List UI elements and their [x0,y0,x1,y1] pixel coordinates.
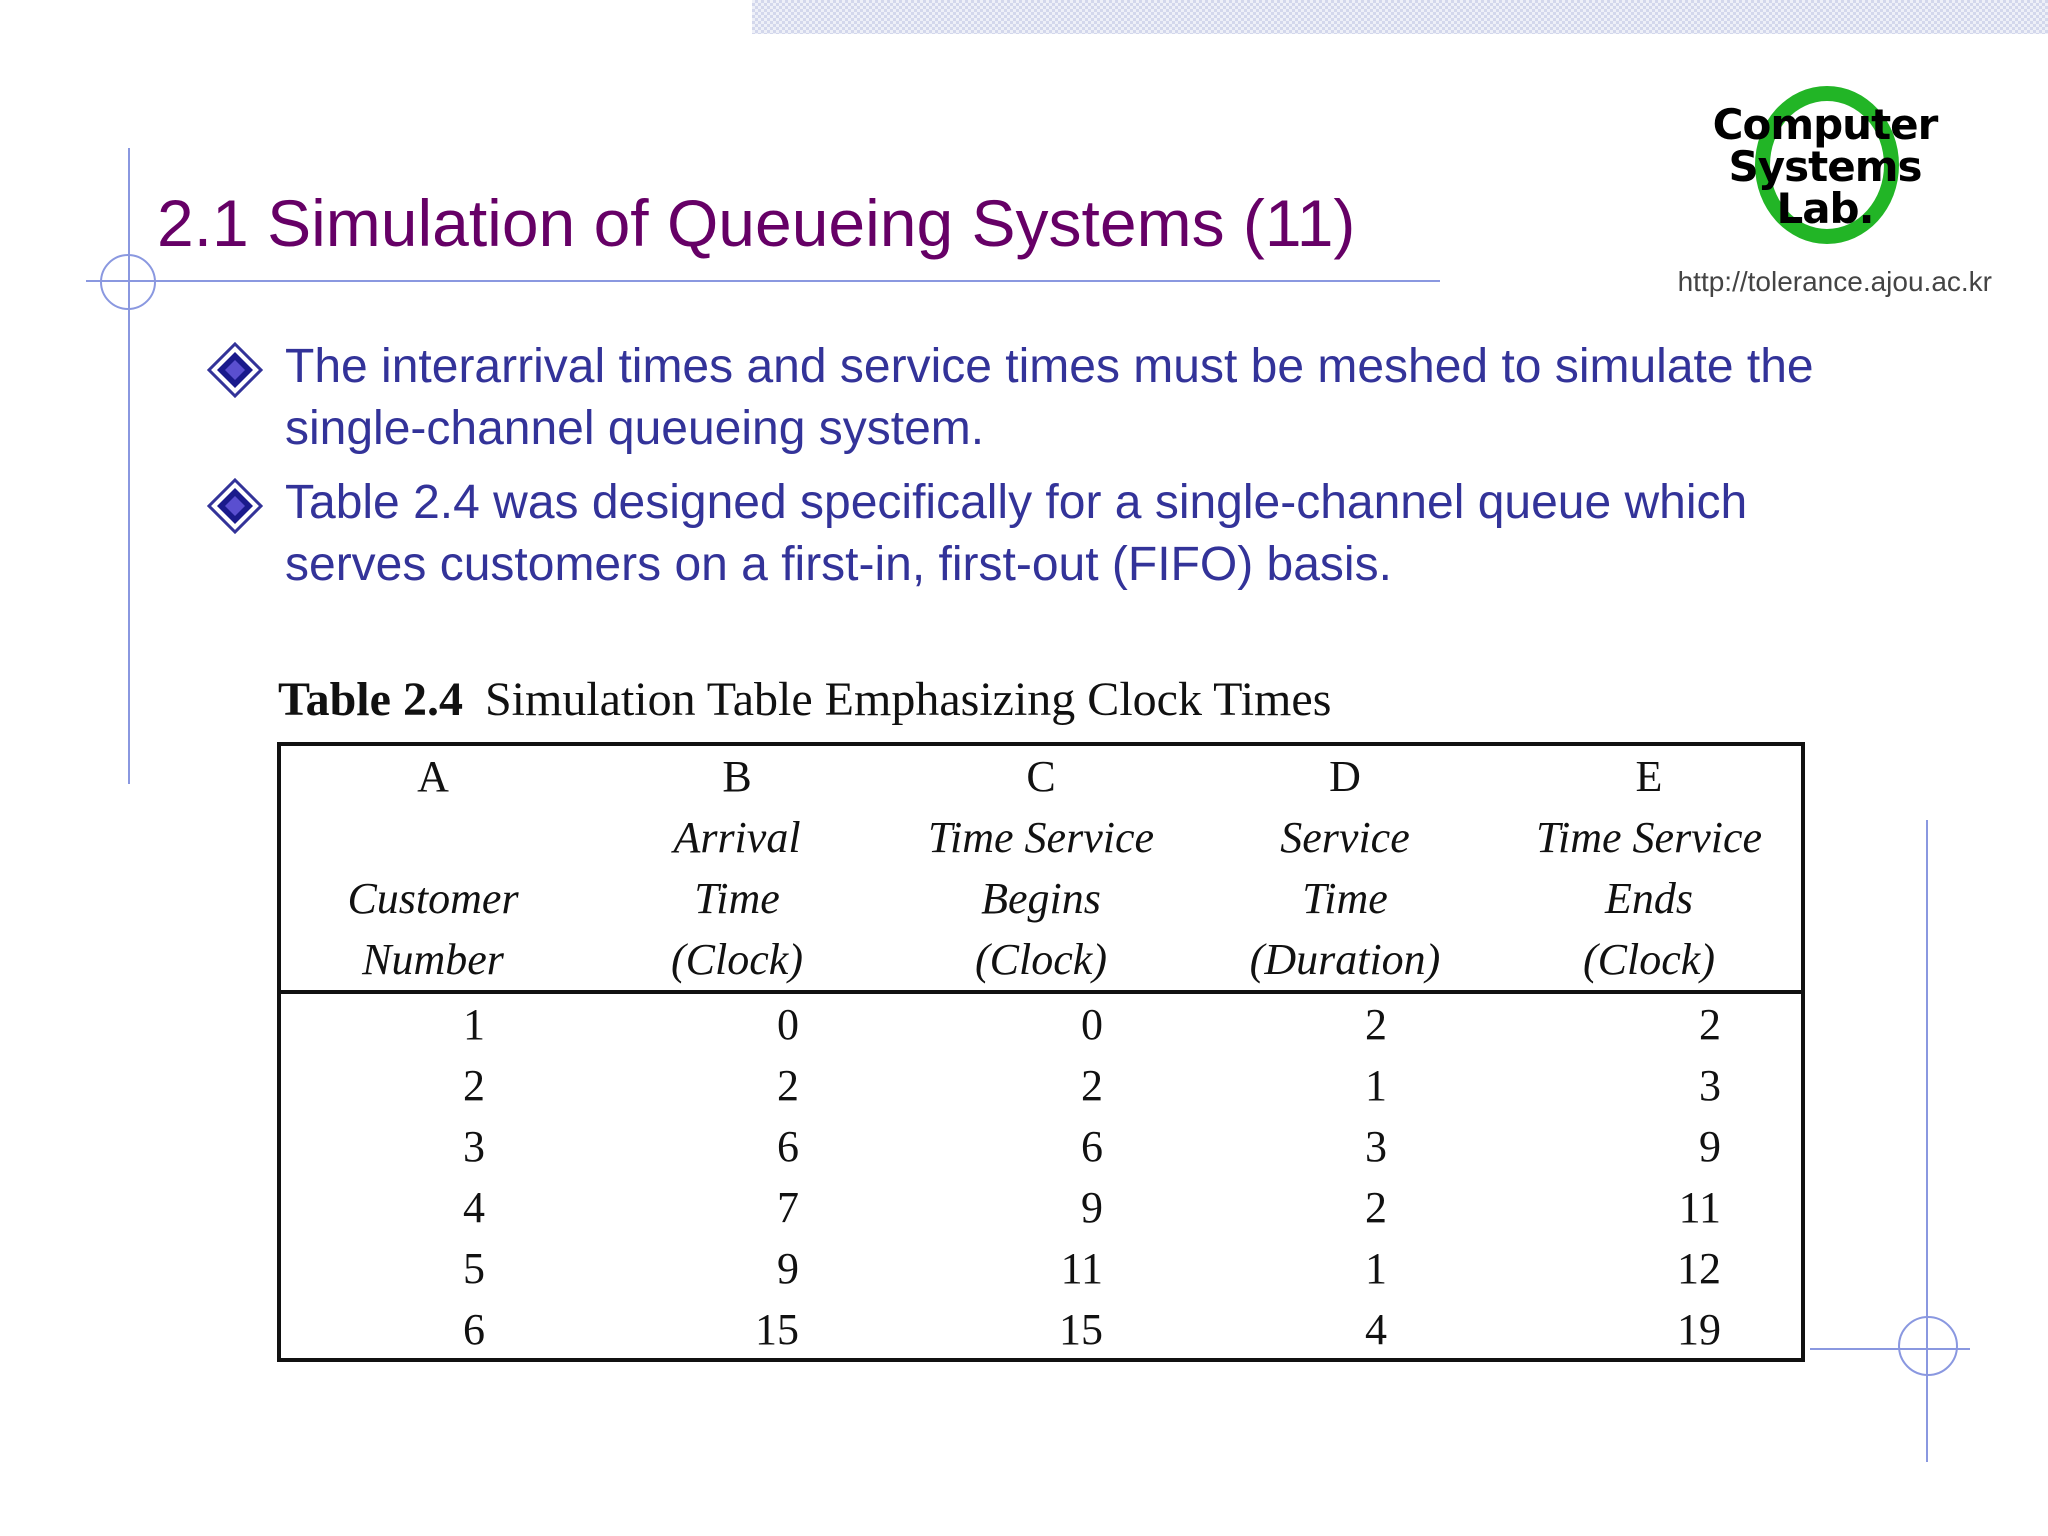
left-vertical-line [128,148,130,784]
header-row [281,929,1801,992]
table-cell: 11 [1678,1183,1721,1232]
table-caption-label: Table 2.4 [278,673,463,726]
table-cell: 5 [463,1244,485,1293]
simulation-table-grid [281,746,1801,1360]
logo-line-3: Lab. [1776,184,1874,233]
table-cell: 2 [777,1061,799,1110]
table-cell: 2 [463,1061,485,1110]
table-cell: 1 [1365,1061,1387,1110]
bullet-list [205,336,1885,608]
table-cell: 0 [777,1000,799,1049]
header-cell [281,807,585,868]
bullet-item [205,472,1885,596]
column-letter: B [722,752,752,801]
bullet-text: The interarrival times and service times must be meshed to simulate the single-channel queueing system. [285,340,1814,455]
header-cell: Time Service [1535,813,1763,862]
computer-systems-lab-logo [1700,80,1950,250]
table-cell: 6 [1081,1122,1103,1171]
title-underline [86,280,1440,282]
table-cell: 2 [1365,1183,1387,1232]
table-cell: 6 [463,1305,485,1354]
table-cell: 15 [1059,1305,1103,1354]
header-cell: (Duration) [1193,929,1497,992]
table-cell: 2 [1699,1000,1721,1049]
table-cell: 3 [1699,1061,1721,1110]
table-row [281,1116,1801,1177]
table-cell: 4 [1365,1305,1387,1354]
header-cell: Time [1302,874,1388,923]
header-cell: Time [694,874,780,923]
table-cell: 3 [463,1122,485,1171]
bullet-text: Table 2.4 was designed specifically for a single-channel queue which serves customers on a first-in, first-out (FIFO) basis. [285,476,1748,591]
table-cell: 7 [777,1183,799,1232]
table-row [281,992,1801,1055]
table-cell: 1 [1365,1244,1387,1293]
table-cell: 9 [777,1244,799,1293]
diamond-bullet-icon [207,478,263,534]
column-letter-row [281,746,1801,807]
table-cell: 4 [463,1183,485,1232]
header-cell: Time Service [927,813,1155,862]
lab-url: http://tolerance.ajou.ac.kr [1677,266,1992,297]
table-cell: 15 [755,1305,799,1354]
header-cell: (Clock) [889,929,1193,992]
table-row [281,1299,1801,1360]
header-cell: Ends [1605,874,1693,923]
left-crosshair-circle [100,254,156,310]
table-cell: 19 [1677,1305,1721,1354]
header-cell: (Clock) [585,929,889,992]
header-cell: Begins [981,874,1101,923]
header-row [281,868,1801,929]
logo-line-1: Computer [1712,100,1938,149]
table-cell: 0 [1081,1000,1103,1049]
table-row [281,1055,1801,1116]
table-row [281,1238,1801,1299]
page-title: 2.1 Simulation of Queueing Systems (11) [157,186,1356,260]
table-cell: 11 [1060,1244,1103,1293]
table-cell: 2 [1365,1000,1387,1049]
header-cell: (Clock) [1497,929,1801,992]
column-letter: D [1329,752,1361,801]
header-cell: Arrival [673,813,801,862]
right-crosshair-circle [1898,1316,1958,1376]
column-letter: C [1026,752,1056,801]
table-cell: 12 [1677,1244,1721,1293]
table-cell: 3 [1365,1122,1387,1171]
header-cell: Service [1280,813,1410,862]
bullet-item [205,336,1885,460]
table-cell: 9 [1699,1122,1721,1171]
header-cell: Customer [347,874,519,923]
simulation-table [277,742,1805,1362]
table-cell: 6 [777,1122,799,1171]
table-row [281,1177,1801,1238]
top-pattern-band [752,0,2048,34]
diamond-bullet-icon [207,342,263,398]
header-row [281,807,1801,868]
table-caption [278,672,1331,727]
logo-line-2: Systems [1728,142,1922,191]
table-cell: 2 [1081,1061,1103,1110]
table-caption-title: Simulation Table Emphasizing Clock Times [484,673,1332,726]
table-cell: 9 [1081,1183,1103,1232]
column-letter: E [1635,752,1663,801]
table-cell: 1 [463,1000,485,1049]
column-letter: A [417,752,449,801]
header-cell: Number [281,929,585,992]
